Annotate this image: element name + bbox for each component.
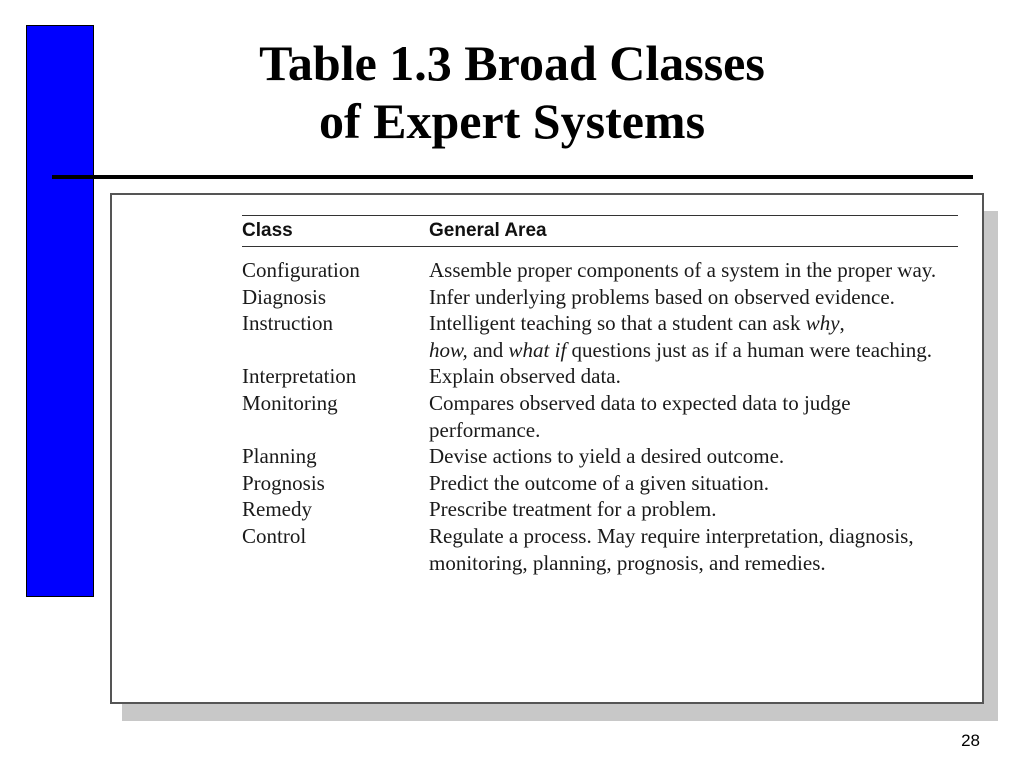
- class-cell: Remedy: [242, 497, 312, 522]
- area-cell: Infer underlying problems based on observed evidence.: [429, 284, 895, 309]
- table-row: [242, 310, 958, 363]
- title-line-2: of Expert Systems: [318, 93, 706, 149]
- expert-systems-table: [242, 215, 958, 576]
- header-class: Class: [242, 220, 293, 241]
- area-text-part: and: [467, 337, 509, 362]
- table-row: [242, 257, 958, 284]
- class-cell: Monitoring: [242, 390, 338, 415]
- area-text-part: Intelligent teaching so that a student can ask: [429, 311, 806, 336]
- table-header-row: [242, 216, 958, 246]
- title-line-1: Table 1.3 Broad Classes: [259, 35, 765, 91]
- area-cell: Prescribe treatment for a problem.: [429, 497, 717, 522]
- class-cell: Control: [242, 523, 307, 548]
- area-cell: Compares observed data to expected data to judge performance.: [429, 390, 851, 442]
- area-cell: Devise actions to yield a desired outcome.: [429, 444, 785, 469]
- table-row: [242, 470, 958, 497]
- table-row: [242, 284, 958, 311]
- area-italic-why: why: [805, 311, 840, 336]
- area-text-part: ,: [839, 311, 845, 336]
- header-general-area: General Area: [429, 220, 547, 241]
- class-cell: Interpretation: [242, 364, 357, 389]
- area-text-part: questions just as if a human were teaching.: [566, 337, 932, 362]
- table-figure: [110, 193, 984, 704]
- class-cell: Configuration: [242, 258, 360, 282]
- table-body: [242, 247, 958, 576]
- table-row: [242, 363, 958, 390]
- class-cell: Planning: [242, 444, 317, 469]
- area-italic-how: how,: [429, 337, 468, 362]
- class-cell: Diagnosis: [242, 284, 326, 309]
- table-row: [242, 390, 958, 443]
- area-italic-what-if: what if: [508, 337, 567, 362]
- decorative-blue-bar: [26, 25, 94, 597]
- area-cell: Regulate a process. May require interpretation, diagnosis, monitoring, planning, prognosis, and remedies.: [429, 523, 914, 575]
- area-cell: Assemble proper components of a system in the proper way.: [429, 258, 937, 282]
- title-divider: [52, 175, 973, 179]
- area-cell: [429, 310, 958, 363]
- class-cell: Prognosis: [242, 470, 325, 495]
- slide-title: [150, 34, 874, 150]
- table-row: [242, 496, 958, 523]
- page-number: 28: [961, 731, 980, 750]
- area-cell: Predict the outcome of a given situation.: [429, 470, 769, 495]
- table-row: [242, 443, 958, 470]
- table-row: [242, 523, 958, 576]
- area-cell: Explain observed data.: [429, 364, 621, 389]
- class-cell: Instruction: [242, 311, 333, 336]
